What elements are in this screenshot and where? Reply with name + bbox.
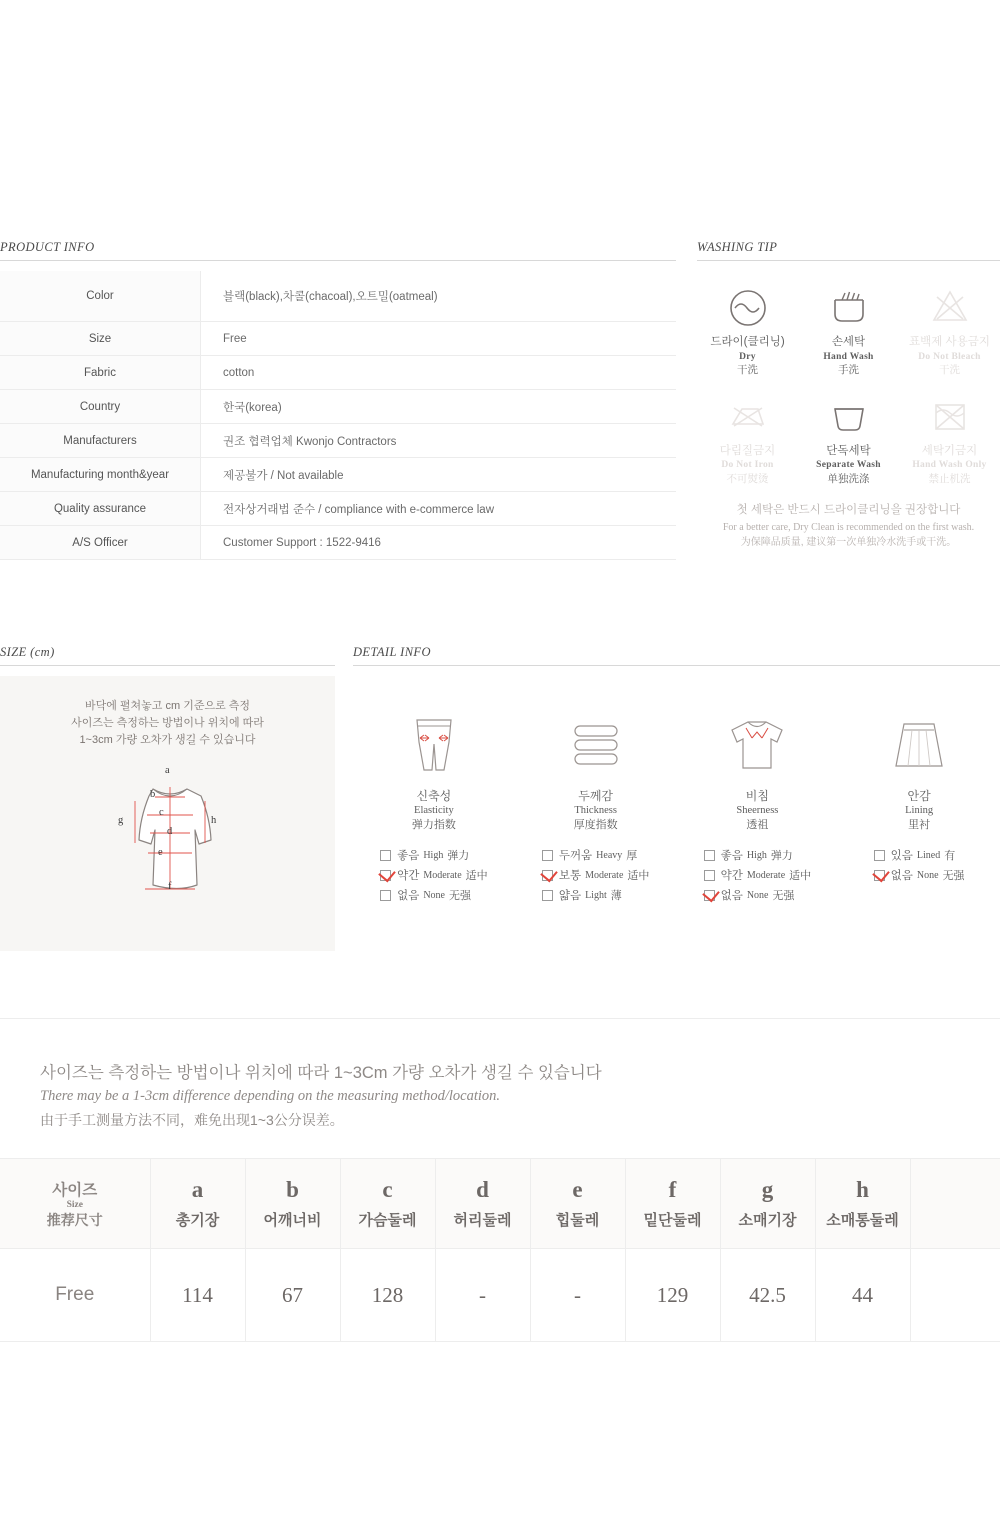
option-label-cn: 无强 xyxy=(772,890,795,903)
washing-tip-title: WASHING TIP xyxy=(697,240,1000,261)
detail-option[interactable] xyxy=(380,845,488,865)
detail-name-ko: 두께감 xyxy=(578,789,614,803)
detail-option[interactable] xyxy=(704,885,812,905)
washing-label-ko: 드라이(클리닝) xyxy=(710,336,785,348)
option-label-ko: 없음 xyxy=(890,870,913,883)
measure-value-a: 114 xyxy=(150,1249,245,1342)
washing-item-do-not-iron xyxy=(697,392,798,487)
washing-item-label xyxy=(899,335,1000,378)
product-info-label: Fabric xyxy=(0,356,201,390)
option-label-cn: 适中 xyxy=(465,870,488,883)
size-header-cn: 推荐尺寸 xyxy=(46,1211,103,1228)
option-label-en: Moderate xyxy=(585,869,624,881)
option-label-ko: 두꺼움 xyxy=(558,850,593,863)
table-row xyxy=(0,526,676,560)
detail-option[interactable] xyxy=(704,845,812,865)
measure-value-c: 128 xyxy=(340,1249,435,1342)
measure-header-d xyxy=(435,1159,530,1249)
washing-label-cn: 干洗 xyxy=(939,364,960,377)
thickness-layers-icon xyxy=(515,706,677,776)
size-marker-a: a xyxy=(165,765,170,776)
washing-label-en: Hand Wash xyxy=(823,351,874,362)
table-row xyxy=(0,390,676,424)
detail-group-name xyxy=(515,788,677,833)
size-caption-line1: 바닥에 펼쳐놓고 cm 기준으로 측정 xyxy=(84,700,251,712)
table-row xyxy=(0,356,676,390)
washing-label-en: Do Not Bleach xyxy=(918,351,981,362)
table-row xyxy=(0,458,676,492)
checkbox-icon[interactable] xyxy=(380,850,391,861)
washing-label-ko: 세탁기금지 xyxy=(921,444,978,457)
hand-wash-only-icon xyxy=(899,392,1000,442)
option-label-en: Moderate xyxy=(746,869,786,881)
measure-letter: c xyxy=(382,1177,393,1203)
measure-header-spacer xyxy=(910,1159,1000,1249)
detail-name-en: Elasticity xyxy=(414,805,454,817)
measure-letter: h xyxy=(856,1177,869,1203)
washing-label-en: Hand Wash Only xyxy=(912,460,987,471)
table-row xyxy=(0,1249,1000,1342)
product-info-label: Country xyxy=(0,390,201,424)
measure-label: 허리둘레 xyxy=(453,1211,512,1229)
checkbox-icon[interactable] xyxy=(704,850,715,861)
measure-header-e xyxy=(530,1159,625,1249)
measure-label: 어깨너비 xyxy=(263,1211,322,1229)
separate-wash-icon xyxy=(798,392,899,442)
detail-info-grid xyxy=(353,706,1000,906)
product-info-table xyxy=(0,271,676,560)
detail-name-en: Sheerness xyxy=(736,805,779,817)
washing-label-cn: 单独洗涤 xyxy=(827,472,870,485)
detail-group-name xyxy=(353,788,515,833)
table-header-row xyxy=(0,1159,1000,1249)
product-info-value: 블랙(black),차콜(chacoal),오트밀(oatmeal) xyxy=(223,291,438,303)
option-label-ko: 좋음 xyxy=(397,850,420,863)
detail-info-section xyxy=(353,645,1000,906)
product-info-label: Color xyxy=(0,271,201,322)
option-label-ko: 있음 xyxy=(890,850,913,863)
size-marker-h: h xyxy=(211,815,217,826)
detail-option[interactable] xyxy=(542,865,650,885)
size-header-ko: 사이즈 xyxy=(52,1181,98,1199)
product-info-value: Customer Support : 1522-9416 xyxy=(223,536,381,549)
measure-letter: b xyxy=(286,1177,299,1203)
checkbox-icon[interactable] xyxy=(874,850,885,861)
detail-option[interactable] xyxy=(874,865,965,885)
measure-value-g: 42.5 xyxy=(720,1249,815,1342)
product-info-value: cotton xyxy=(223,366,255,379)
detail-option[interactable] xyxy=(704,865,812,885)
measure-header-g xyxy=(720,1159,815,1249)
option-label-ko: 얇음 xyxy=(558,890,582,903)
size-header-en: Size xyxy=(66,1199,83,1210)
checkbox-checked-icon[interactable] xyxy=(704,890,715,901)
table-row xyxy=(0,492,676,526)
size-illustration-box xyxy=(0,676,335,951)
product-info-label: Size xyxy=(0,322,201,356)
detail-name-ko: 안감 xyxy=(907,789,931,803)
washing-item-label xyxy=(899,444,1000,487)
checkbox-icon[interactable] xyxy=(542,890,553,901)
option-label-cn: 适中 xyxy=(627,870,650,883)
size-marker-b: b xyxy=(150,789,156,800)
detail-info-title: DETAIL INFO xyxy=(353,645,1000,666)
dry-clean-icon xyxy=(697,283,798,333)
measure-header-a xyxy=(150,1159,245,1249)
product-info-value: 전자상거래법 준수 / compliance with e-commerce law xyxy=(223,503,495,516)
size-caption-line3: 1~3cm 가량 오차가 생길 수 있습니다 xyxy=(79,734,256,747)
measure-letter: e xyxy=(572,1177,583,1203)
size-header-cell xyxy=(0,1159,150,1249)
option-label-cn: 有 xyxy=(944,850,956,863)
detail-group-thickness xyxy=(515,706,677,906)
washing-item-label xyxy=(697,335,798,378)
washing-label-en: Do Not Iron xyxy=(721,460,774,471)
product-info-label: A/S Officer xyxy=(0,526,201,560)
washing-item-label xyxy=(697,444,798,487)
size-marker-f: f xyxy=(168,881,172,892)
detail-name-ko: 비침 xyxy=(745,789,769,803)
size-marker-g: g xyxy=(118,815,124,826)
elasticity-pants-icon xyxy=(353,706,515,776)
detail-option[interactable] xyxy=(542,885,650,905)
measure-letter: d xyxy=(476,1177,489,1203)
measure-header-b xyxy=(245,1159,340,1249)
washing-item-label xyxy=(798,444,899,487)
product-info-section xyxy=(0,240,676,560)
washing-item-separate-wash xyxy=(798,392,899,487)
option-label-cn: 无强 xyxy=(942,870,965,883)
washing-label-ko: 다림질금지 xyxy=(719,444,776,457)
washing-item-label xyxy=(798,335,899,378)
product-info-value: 한국(korea) xyxy=(223,401,282,414)
detail-group-name xyxy=(677,788,839,833)
measurements-table xyxy=(0,1158,1000,1342)
detail-name-en: Thickness xyxy=(574,805,617,817)
checkbox-checked-icon[interactable] xyxy=(874,870,885,881)
option-label-cn: 弹力 xyxy=(447,850,470,863)
option-label-en: Moderate xyxy=(423,869,462,881)
size-marker-e: e xyxy=(158,847,163,858)
hand-wash-icon xyxy=(798,283,899,333)
option-label-en: Light xyxy=(585,889,607,901)
detail-group-lining xyxy=(838,706,1000,906)
product-info-value: 권조 협력업체 Kwonjo Contractors xyxy=(223,435,397,448)
option-label-cn: 适中 xyxy=(789,870,812,883)
measure-value-b: 67 xyxy=(245,1249,340,1342)
detail-name-cn: 弹力指数 xyxy=(411,819,456,832)
size-table-note xyxy=(0,1019,1000,1158)
product-info-label: Quality assurance xyxy=(0,492,201,526)
washing-label-cn: 禁止机洗 xyxy=(928,472,971,485)
checkbox-checked-icon[interactable] xyxy=(542,870,553,881)
option-label-en: Lined xyxy=(916,849,941,861)
washing-item-dry-clean xyxy=(697,283,798,378)
washing-note-en: For a better care, Dry Clean is recommended on the first wash. xyxy=(722,521,975,533)
size-marker-d: d xyxy=(167,826,173,837)
product-info-value: 제공불가 / Not available xyxy=(223,469,344,482)
sheerness-shirt-icon xyxy=(677,706,839,776)
measure-letter: a xyxy=(191,1177,204,1203)
product-info-label: Manufacturing month&year xyxy=(0,458,201,492)
washing-label-ko: 손세탁 xyxy=(831,336,866,348)
do-not-iron-icon xyxy=(697,392,798,442)
detail-name-ko: 신축성 xyxy=(416,789,452,803)
option-label-cn: 弹力 xyxy=(770,850,793,863)
measure-header-f xyxy=(625,1159,720,1249)
washing-label-ko: 표백제 사용금지 xyxy=(909,336,990,348)
size-table-section xyxy=(0,1018,1000,1342)
checkbox-checked-icon[interactable] xyxy=(380,870,391,881)
checkbox-icon[interactable] xyxy=(704,870,715,881)
do-not-bleach-icon xyxy=(899,283,1000,333)
size-caption xyxy=(0,698,335,749)
measure-value-e: - xyxy=(530,1249,625,1342)
measure-header-h xyxy=(815,1159,910,1249)
washing-icon-grid xyxy=(697,283,1000,486)
detail-name-cn: 厚度指数 xyxy=(573,819,618,832)
option-label-en: High xyxy=(746,849,767,861)
product-info-value: Free xyxy=(223,332,247,345)
measure-value-f: 129 xyxy=(625,1249,720,1342)
measure-letter: g xyxy=(761,1177,774,1203)
measure-label: 소매기장 xyxy=(738,1211,797,1229)
measure-label: 밑단둘레 xyxy=(643,1211,702,1229)
table-row xyxy=(0,322,676,356)
detail-group-sheerness xyxy=(677,706,839,906)
measure-header-c xyxy=(340,1159,435,1249)
detail-option[interactable] xyxy=(874,845,965,865)
table-row xyxy=(0,271,676,322)
option-label-en: None xyxy=(916,869,939,881)
detail-options xyxy=(704,845,812,905)
product-info-title: PRODUCT INFO xyxy=(0,240,676,261)
detail-option[interactable] xyxy=(380,885,488,905)
option-label-ko: 약간 xyxy=(397,870,420,883)
product-info-label: Manufacturers xyxy=(0,424,201,458)
option-label-cn: 薄 xyxy=(610,890,622,903)
washing-item-do-not-bleach xyxy=(899,283,1000,378)
washing-label-en: Separate Wash xyxy=(816,460,881,471)
washing-note-cn: 为保障品质量, 建议第一次单独冷水洗手或干洗。 xyxy=(740,537,957,549)
washing-label-cn: 不可熨烫 xyxy=(726,472,769,485)
washing-label-ko: 단독세탁 xyxy=(826,444,871,457)
detail-group-name xyxy=(838,788,1000,833)
detail-options xyxy=(874,845,965,885)
detail-option[interactable] xyxy=(380,865,488,885)
size-note-cn: 由于手工测量方法不同，难免出现1~3公分误差。 xyxy=(40,1112,344,1128)
washing-label-cn: 手洗 xyxy=(838,364,859,377)
table-row xyxy=(0,424,676,458)
detail-options xyxy=(542,845,650,905)
washing-note xyxy=(697,502,1000,551)
size-marker-c: c xyxy=(159,807,164,818)
checkbox-icon[interactable] xyxy=(380,890,391,901)
washing-item-hand-wash-only xyxy=(899,392,1000,487)
washing-note-ko: 첫 세탁은 반드시 드라이클리닝을 권장합니다 xyxy=(736,504,961,516)
checkbox-icon[interactable] xyxy=(542,850,553,861)
option-label-ko: 없음 xyxy=(720,890,743,903)
detail-name-cn: 透祖 xyxy=(746,819,769,832)
detail-group-elasticity xyxy=(353,706,515,906)
option-label-en: None xyxy=(423,889,445,901)
measure-value-spacer xyxy=(910,1249,1000,1342)
measure-label: 총기장 xyxy=(175,1211,220,1229)
size-note-ko: 사이즈는 측정하는 방법이나 위치에 따라 1~3Cm 가량 오차가 생길 수 있습니다 xyxy=(40,1064,602,1082)
size-cm-title: SIZE (cm) xyxy=(0,645,335,666)
dress-outline-icon xyxy=(95,771,245,921)
measure-label: 소매통둘레 xyxy=(826,1211,899,1229)
option-label-en: High xyxy=(423,849,444,861)
measure-letter: f xyxy=(668,1177,677,1203)
option-label-en: None xyxy=(746,889,769,901)
size-name-cell: Free xyxy=(0,1249,150,1342)
option-label-ko: 보통 xyxy=(558,870,582,883)
washing-label-cn: 干洗 xyxy=(737,364,758,377)
option-label-cn: 厚 xyxy=(626,850,638,863)
measure-label: 힙둘레 xyxy=(555,1211,600,1229)
washing-tip-section xyxy=(697,240,1000,551)
lining-skirt-icon xyxy=(838,706,1000,776)
option-label-cn: 无强 xyxy=(448,890,471,903)
option-label-ko: 좋음 xyxy=(720,850,743,863)
size-cm-section xyxy=(0,645,335,951)
option-label-ko: 약간 xyxy=(720,870,743,883)
size-note-en: There may be a 1-3cm difference depending on the measuring method/location. xyxy=(40,1088,500,1104)
detail-name-cn: 里衬 xyxy=(908,819,931,832)
detail-name-en: Lining xyxy=(905,805,934,817)
option-label-en: Heavy xyxy=(596,849,623,861)
detail-options xyxy=(380,845,488,905)
measure-label: 가슴둘레 xyxy=(358,1211,417,1229)
detail-option[interactable] xyxy=(542,845,650,865)
measure-value-h: 44 xyxy=(815,1249,910,1342)
dress-diagram xyxy=(95,765,245,921)
measure-value-d: - xyxy=(435,1249,530,1342)
size-caption-line2: 사이즈는 측정하는 방법이나 위치에 따라 xyxy=(71,717,264,730)
washing-label-en: Dry xyxy=(739,351,756,362)
option-label-ko: 없음 xyxy=(397,890,420,903)
washing-item-hand-wash xyxy=(798,283,899,378)
